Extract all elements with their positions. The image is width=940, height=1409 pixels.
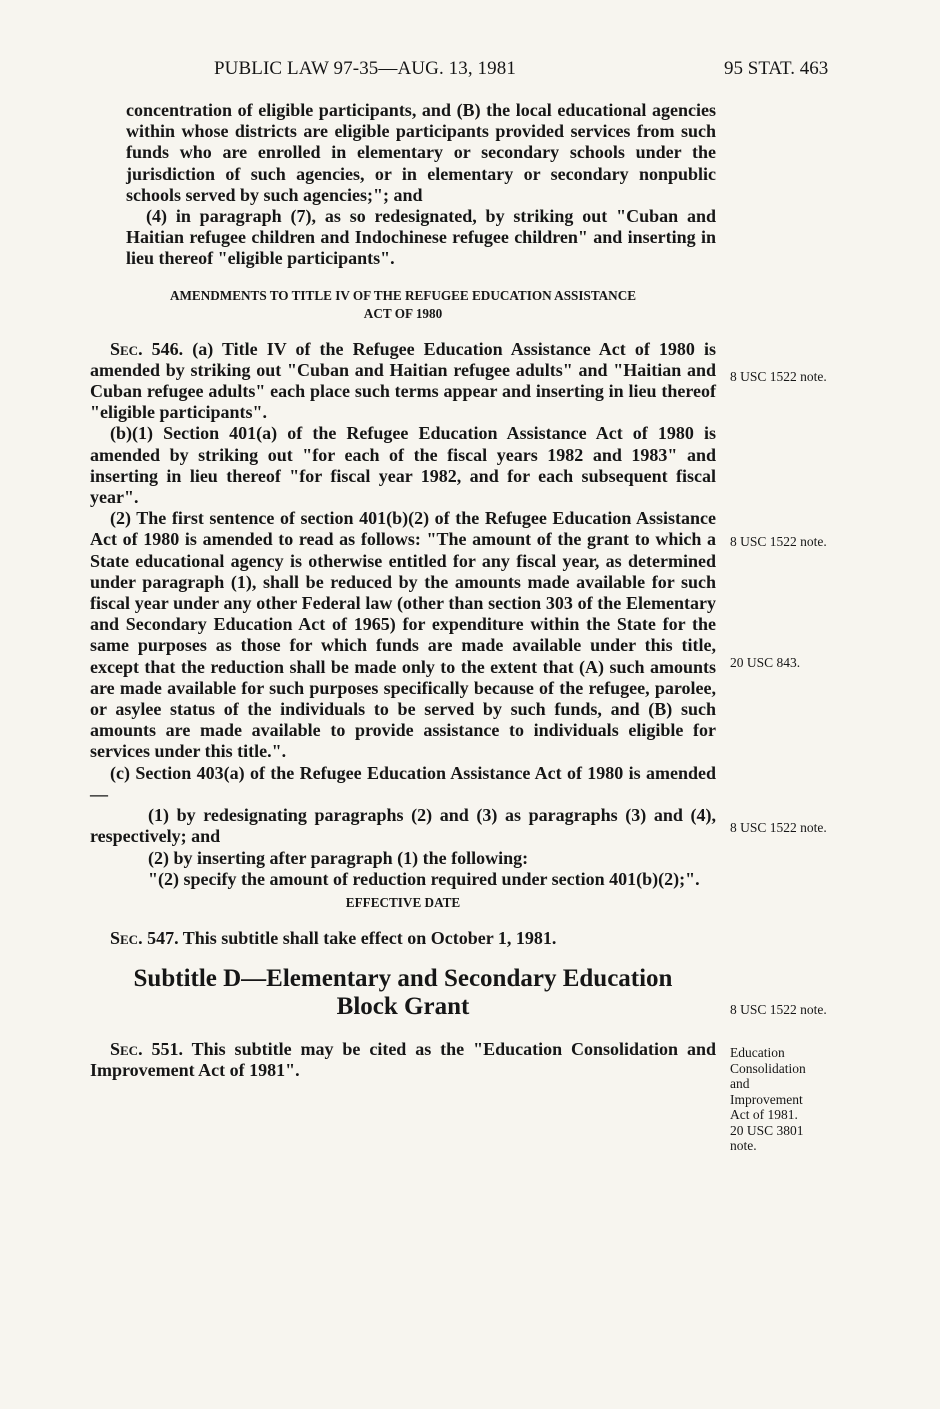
sec-546-c2: (2) by inserting after paragraph (1) the following:: [148, 847, 529, 868]
margin-note-551-line5: Act of 1981.: [730, 1107, 798, 1122]
body-text: [90, 100, 716, 1082]
margin-note-546a: 8 USC 1522 note.: [730, 369, 827, 384]
sec-546-a: [90, 339, 716, 424]
sec-546-label: Sec.: [110, 338, 143, 359]
header-page-number: 95 STAT. 463: [724, 58, 829, 79]
margin-note-551: [730, 1045, 920, 1154]
sec-551-label: Sec.: [110, 1039, 143, 1060]
sec-547-label: Sec.: [110, 927, 143, 948]
para-4: (4) in paragraph (7), as so redesignated, by striking out "Cuban and Haitian refugee children and Indochinese refugee children" and inserting in lieu thereof "eligible participants".: [126, 206, 716, 269]
sec-546-a-text: 546. (a) Title IV of the Refugee Education Assistance Act of 1980 is amended by striking out "Cuban and Haitian refugee adults" and "Haitian and Cuban refugee adults" each place such terms appear and inserting in lieu thereof "eligible participants".: [90, 338, 717, 423]
margin-note-547: 8 USC 1522 note.: [730, 1002, 827, 1017]
header-title: PUBLIC LAW 97-35—AUG. 13, 1981: [214, 58, 516, 79]
subtitle-line2: Block Grant: [336, 993, 470, 1021]
page-header: [0, 58, 940, 88]
sec-546-c2-quote: "(2) specify the amount of reduction required under section 401(b)(2);".: [148, 868, 700, 889]
sec-546-b1: (b)(1) Section 401(a) of the Refugee Education Assistance Act of 1980 is amended by striking out "for each of the fiscal years 1982 and 1983" and inserting in lieu thereof "for fiscal year 1982, and for each subsequent fiscal year".: [90, 423, 716, 508]
sec-547: [90, 928, 716, 949]
subtitle-d: [90, 965, 716, 1021]
heading-amendments: [90, 287, 716, 323]
sec-546-c1: (1) by redesignating paragraphs (2) and (3) as paragraphs (3) and (4), respectively; and: [90, 805, 716, 847]
heading-amendments-line2: ACT OF 1980: [363, 305, 443, 321]
margin-note-551-line6: 20 USC 3801: [730, 1122, 804, 1138]
margin-note-551-line1: Education: [730, 1045, 785, 1060]
sec-546-c: (c) Section 403(a) of the Refugee Education Assistance Act of 1980 is amended—: [90, 762, 716, 804]
margin-note-551-line2: Consolidation: [730, 1060, 806, 1076]
subtitle-line1: Subtitle D—Elementary and Secondary Education: [133, 965, 673, 993]
para-continued: concentration of eligible participants, and (B) the local educational agencies within whose districts are eligible participants provided services from such funds who are enrolled in elementary or secondary schools under the jurisdiction of such agencies, or in elementary or secondary nonpublic schools served by such agencies;"; and: [126, 100, 716, 205]
sec-551-text: 551. This subtitle may be cited as the "Education Consolidation and Improvement Act of 1981".: [90, 1039, 716, 1081]
margin-note-551-line7: note.: [730, 1138, 757, 1153]
margin-note-20-usc-843: 20 USC 843.: [730, 655, 801, 670]
heading-effective-date: EFFECTIVE DATE: [345, 894, 461, 910]
sec-551: [90, 1039, 716, 1081]
sec-546-b2: (2) The first sentence of section 401(b)(2) of the Refugee Education Assistance Act of 1980 is amended to read as follows: "The amount of the grant to which a State educational agency is otherwise entitled for any fiscal year, as determined under paragraph (1), shall be reduced by the amounts made available for such fiscal year under any other Federal law (other than section 303 of the Elementary and Secondary Education Act of 1965) for expenditure within the State for the same purposes as those for which funds are made available under this title, except that the reduction shall be made only to the extent that (A) such amounts are made available for such purposes specifically because of the refugee, parolee, or asylee status of the individuals to be served by such funds, and (B) such amounts are made available to provide assistance to individuals eligible for services under this title.".: [90, 508, 716, 762]
margin-note-551-line4: Improvement: [730, 1091, 803, 1107]
margin-note-546b2: 8 USC 1522 note.: [730, 534, 827, 549]
margin-note-546c: 8 USC 1522 note.: [730, 820, 827, 835]
sec-547-text: 547. This subtitle shall take effect on October 1, 1981.: [147, 927, 557, 948]
heading-amendments-line1: AMENDMENTS TO TITLE IV OF THE REFUGEE EDUCATION ASSISTANCE: [169, 287, 637, 303]
margin-note-551-line3: and: [730, 1076, 750, 1091]
